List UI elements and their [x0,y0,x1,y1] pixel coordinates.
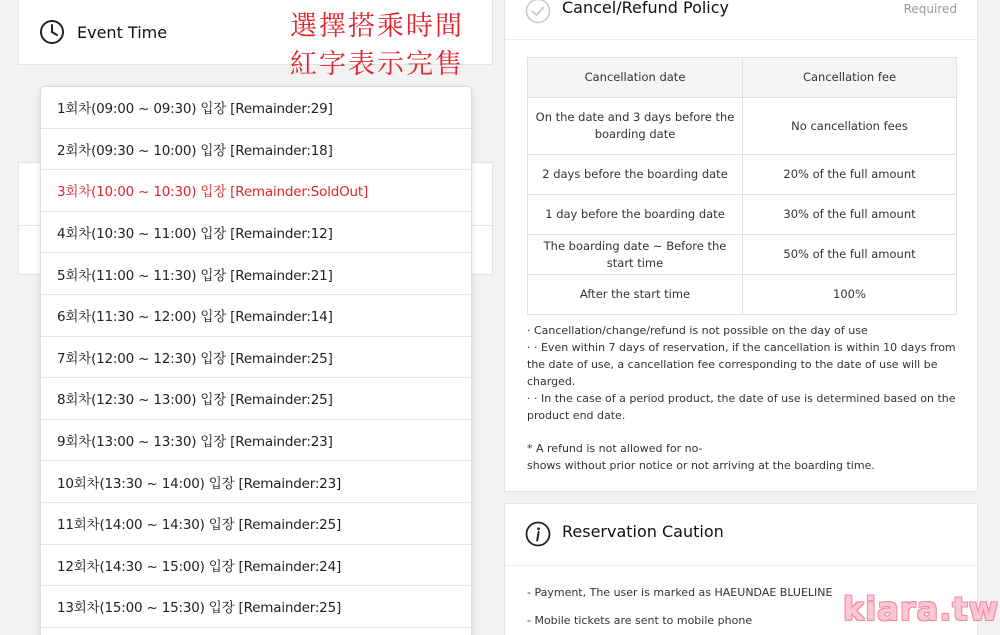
clock-icon [39,19,65,45]
table-cell: 1 day before the boarding date [528,195,743,235]
table-cell: 2 days before the boarding date [528,155,743,195]
time-option[interactable]: 11회차(14:00 ~ 14:30) 입장 [Remainder:25] [41,503,471,545]
check-circle-icon[interactable] [525,0,551,24]
annotation-line-1: 選擇搭乘時間 [290,11,464,42]
table-cell: No cancellation fees [743,98,957,155]
watermark-logo: kiara.tw [843,590,1000,628]
caution-item: - Mobile tickets are sent to mobile phone [527,614,753,627]
table-row [528,275,957,315]
cancel-refund-title: Cancel/Refund Policy [562,0,730,17]
cancellation-table [527,57,957,315]
table-row [528,235,957,275]
table-cell: On the date and 3 days before the boarding date [528,98,743,155]
cancel-refund-section [504,0,978,492]
time-option[interactable]: 8회차(12:30 ~ 13:00) 입장 [Remainder:25] [41,378,471,420]
time-option[interactable]: 2회차(09:30 ~ 10:00) 입장 [Remainder:18] [41,129,471,171]
annotation-overlay [290,8,464,84]
time-option[interactable]: 4회차(10:30 ~ 11:00) 입장 [Remainder:12] [41,212,471,254]
cancel-refund-header [505,0,977,40]
time-option[interactable]: 9회차(13:00 ~ 13:30) 입장 [Remainder:23] [41,420,471,462]
time-option-sold-out[interactable]: 3회차(10:00 ~ 10:30) 입장 [Remainder:SoldOut] [41,170,471,212]
annotation-line-2: 紅字表示完售 [290,49,464,80]
time-option[interactable]: 10회차(13:30 ~ 14:00) 입장 [Remainder:23] [41,461,471,503]
time-option[interactable]: 5회차(11:00 ~ 11:30) 입장 [Remainder:21] [41,253,471,295]
time-option[interactable]: 7회차(12:00 ~ 12:30) 입장 [Remainder:25] [41,337,471,379]
policy-note: · · In the case of a period product, the date of use is determined based on the product end date. [527,392,956,422]
event-time-title: Event Time [77,22,168,42]
policy-note: · · Even within 7 days of reservation, if the cancellation is within 10 days from the date of use, a cancellation fee corresponding to the date of use will be charged. [527,341,956,388]
reservation-caution-title: Reservation Caution [562,522,724,541]
refund-note-line: shows without prior notice or not arriving at the boarding time. [527,459,875,472]
table-cell: 50% of the full amount [743,235,957,275]
refund-note [527,440,959,474]
time-option[interactable]: 13회차(15:00 ~ 15:30) 입장 [Remainder:25] [41,586,471,628]
caution-item: - Payment, The user is marked as HAEUNDAE BLUELINE [527,586,833,599]
table-row [528,195,957,235]
table-cell: The boarding date ~ Before the start time [528,235,743,275]
table-cell: 20% of the full amount [743,155,957,195]
table-cell: After the start time [528,275,743,315]
refund-note-line: * A refund is not allowed for no- [527,442,703,455]
reservation-caution-header [505,504,977,566]
table-header-row [528,58,957,98]
required-label: Required [903,2,957,16]
table-cell: 30% of the full amount [743,195,957,235]
policy-note: · Cancellation/change/refund is not possible on the day of use [527,324,868,337]
table-row [528,98,957,155]
info-icon [525,521,551,547]
policy-notes [527,322,959,424]
event-time-dropdown[interactable] [40,86,472,635]
table-cell: 100% [743,275,957,315]
time-option[interactable]: 12회차(14:30 ~ 15:00) 입장 [Remainder:24] [41,545,471,587]
time-option[interactable]: 1회차(09:00 ~ 09:30) 입장 [Remainder:29] [41,87,471,129]
table-header-cell: Cancellation date [528,58,743,98]
table-row [528,155,957,195]
table-header-cell: Cancellation fee [743,58,957,98]
time-option[interactable]: 6회차(11:30 ~ 12:00) 입장 [Remainder:14] [41,295,471,337]
